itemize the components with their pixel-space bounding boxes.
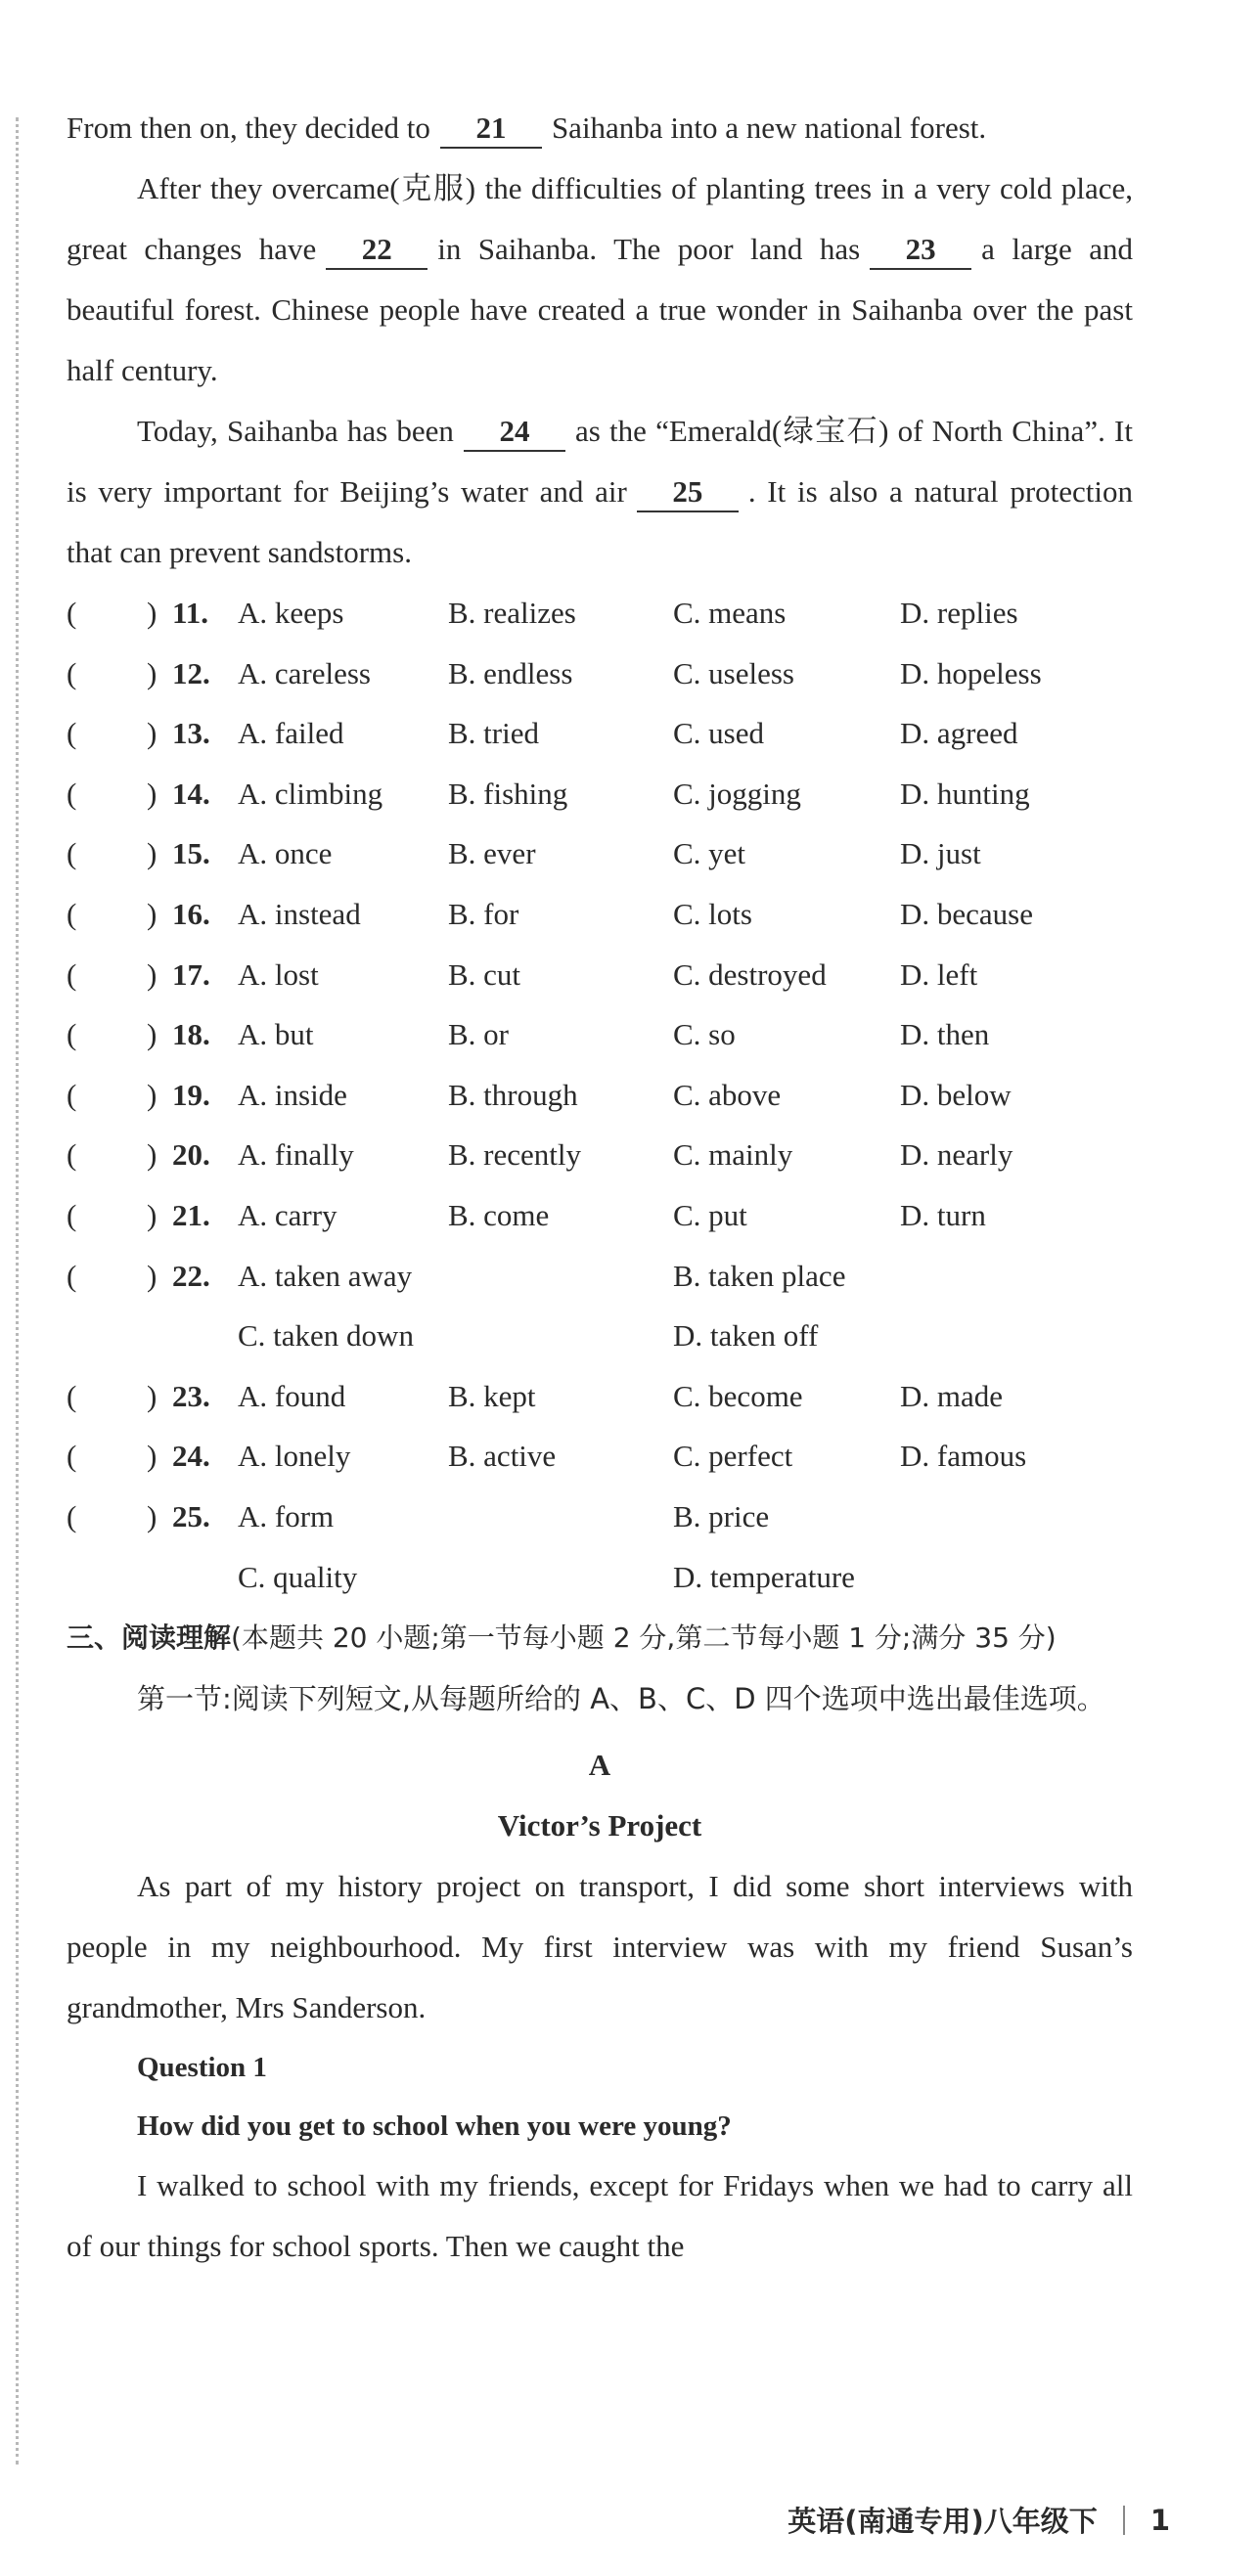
option-c: C. become xyxy=(673,1378,803,1413)
answer-paren-close: ) xyxy=(147,1077,158,1112)
question-1-label: Question 1 xyxy=(137,2052,267,2084)
passage-text: After they overcame(克服) the difficulties of planting trees in a very cold place, great changes have xyxy=(67,171,1133,266)
answer-paren-close: ) xyxy=(147,1197,158,1232)
passage-text: Today, Saihanba has been xyxy=(137,414,454,448)
answer-paren-close: ) xyxy=(147,1017,158,1052)
question-1-text: How did you get to school when you were young? xyxy=(137,2110,732,2143)
question-number: 19. xyxy=(172,1077,210,1112)
section-note: (本题共 20 小题;第一节每小题 2 分,第二节每小题 1 分;满分 35 分) xyxy=(231,1621,1057,1655)
question-row xyxy=(67,1125,1133,1185)
page-content xyxy=(67,98,1133,2277)
answer-paren-open[interactable]: ( xyxy=(67,1439,77,1474)
option-c: C. above xyxy=(673,1077,782,1112)
option-b: B. through xyxy=(448,1077,578,1112)
question-number: 20. xyxy=(172,1137,210,1173)
option-b: B. ever xyxy=(448,836,536,871)
question-number: 16. xyxy=(172,896,210,931)
option-c: C. taken down xyxy=(238,1318,414,1354)
option-d: D. left xyxy=(900,956,978,992)
option-d: D. temperature xyxy=(673,1559,855,1594)
question-row xyxy=(67,1246,1133,1307)
option-a: A. instead xyxy=(238,896,361,931)
answer-paren-close: ) xyxy=(147,716,158,751)
option-d: D. made xyxy=(900,1378,1004,1413)
question-number: 14. xyxy=(172,776,210,811)
section-3-heading xyxy=(67,1607,1133,1668)
option-b: B. come xyxy=(448,1197,550,1232)
option-d: D. replies xyxy=(900,596,1018,630)
question-number: 23. xyxy=(172,1378,210,1413)
answer-paren-open[interactable]: ( xyxy=(67,1197,77,1232)
question-row xyxy=(67,945,1133,1005)
answer-paren-open[interactable]: ( xyxy=(67,1498,77,1533)
answer-paren-open[interactable]: ( xyxy=(67,836,77,871)
option-c: C. put xyxy=(673,1197,747,1232)
option-a: A. inside xyxy=(238,1077,347,1112)
question-number: 12. xyxy=(172,655,210,690)
option-a: A. found xyxy=(238,1378,346,1413)
reading-intro: As part of my history project on transport, I did some short interviews with people in my neighbourhood. My first interview was with my friend Susan’s grandmother, Mrs Sanderson. xyxy=(67,1869,1133,2025)
page-footer xyxy=(788,2500,1170,2540)
option-a: A. lonely xyxy=(238,1439,351,1474)
option-b: B. or xyxy=(448,1017,509,1052)
passage-text: From then on, they decided to xyxy=(67,111,430,145)
option-a: A. once xyxy=(238,836,333,871)
question-number: 22. xyxy=(172,1258,210,1293)
answer-paren-open[interactable]: ( xyxy=(67,956,77,992)
passage-text: . It is also a natural protection that can prevent sandstorms. xyxy=(67,474,1134,569)
question-number: 15. xyxy=(172,836,210,871)
answer-paren-open[interactable]: ( xyxy=(67,1017,77,1052)
option-c: C. mainly xyxy=(673,1137,793,1173)
question-number: 21. xyxy=(172,1197,210,1232)
answer-paren-open[interactable]: ( xyxy=(67,1077,77,1112)
option-d: D. hopeless xyxy=(900,655,1042,690)
option-a: A. climbing xyxy=(238,776,383,811)
option-c: C. destroyed xyxy=(673,956,827,992)
page-number: 1 xyxy=(1149,2503,1170,2537)
option-c: C. lots xyxy=(673,896,752,931)
footer-divider xyxy=(1123,2506,1125,2535)
reading-title: Victor’s Project xyxy=(497,1808,702,1843)
option-b: B. cut xyxy=(448,956,521,992)
answer-paren-open[interactable]: ( xyxy=(67,716,77,751)
passage-text: Saihanba into a new national forest. xyxy=(551,111,987,145)
option-a: A. but xyxy=(238,1017,314,1052)
option-d: D. just xyxy=(900,836,981,871)
option-d: D. famous xyxy=(900,1439,1027,1474)
answer-paren-close: ) xyxy=(147,1439,158,1474)
question-row-continued xyxy=(67,1306,1133,1366)
blank-21: 21 xyxy=(440,110,542,149)
answer-paren-close: ) xyxy=(147,1498,158,1533)
option-d: D. taken off xyxy=(673,1318,819,1354)
option-b: B. fishing xyxy=(448,776,568,811)
option-a: A. taken away xyxy=(238,1258,413,1293)
answer-paren-close: ) xyxy=(147,896,158,931)
reading-letter: A xyxy=(588,1748,611,1783)
passage-paragraph-2 xyxy=(67,158,1133,401)
question-row xyxy=(67,583,1133,644)
answer-paren-open[interactable]: ( xyxy=(67,1137,77,1173)
option-b: B. kept xyxy=(448,1378,536,1413)
answer-paren-open[interactable]: ( xyxy=(67,596,77,630)
question-row xyxy=(67,823,1133,884)
option-a: A. failed xyxy=(238,716,344,751)
answer-paren-open[interactable]: ( xyxy=(67,776,77,811)
question-row xyxy=(67,1004,1133,1065)
blank-25: 25 xyxy=(637,473,739,512)
question-row-continued xyxy=(67,1547,1133,1608)
question-number: 13. xyxy=(172,716,210,751)
blank-24: 24 xyxy=(464,413,565,452)
option-d: D. then xyxy=(900,1017,990,1052)
answer-paren-close: ) xyxy=(147,1258,158,1293)
answer-paren-close: ) xyxy=(147,1378,158,1413)
option-b: B. endless xyxy=(448,655,573,690)
option-c: C. useless xyxy=(673,655,794,690)
answer-paren-close: ) xyxy=(147,956,158,992)
answer-paren-open[interactable]: ( xyxy=(67,1378,77,1413)
answer-paren-close: ) xyxy=(147,596,158,630)
question-number: 24. xyxy=(172,1439,210,1474)
question-number: 25. xyxy=(172,1498,210,1533)
option-a: A. finally xyxy=(238,1137,354,1173)
answer-paren-open[interactable]: ( xyxy=(67,655,77,690)
passage-text: as the “Emerald(绿宝石) of North China”. It is very important for Beijing’s water and air xyxy=(67,414,1133,509)
section-title: 三、阅读理解 xyxy=(67,1621,232,1655)
passage-text: a large and beautiful forest. Chinese people have created a true wonder in Saihanba over the past half century. xyxy=(67,232,1133,387)
option-b: B. active xyxy=(448,1439,557,1474)
option-d: D. because xyxy=(900,896,1033,931)
option-b: B. realizes xyxy=(448,596,576,630)
option-d: D. hunting xyxy=(900,776,1030,811)
option-b: B. for xyxy=(448,896,519,931)
answer-paren-close: ) xyxy=(147,776,158,811)
answer-paren-close: ) xyxy=(147,1137,158,1173)
option-c: C. yet xyxy=(673,836,746,871)
question-row xyxy=(67,1426,1133,1487)
question-1-answer: I walked to school with my friends, except for Fridays when we had to carry all of our things for school sports. Then we caught the xyxy=(67,2168,1133,2264)
answer-paren-close: ) xyxy=(147,836,158,871)
option-c: C. perfect xyxy=(673,1439,793,1474)
binding-margin-line xyxy=(16,117,19,2465)
option-a: A. form xyxy=(238,1498,335,1533)
footer-subject: 英语(南通专用)八年级下 xyxy=(788,2505,1098,2538)
answer-paren-close: ) xyxy=(147,655,158,690)
option-a: A. careless xyxy=(238,655,371,690)
question-row xyxy=(67,1366,1133,1427)
question-list xyxy=(67,583,1133,1607)
option-d: D. nearly xyxy=(900,1137,1013,1173)
option-b: B. tried xyxy=(448,716,539,751)
answer-paren-open[interactable]: ( xyxy=(67,896,77,931)
passage-text: in Saihanba. The poor land has xyxy=(437,232,861,266)
option-a: A. carry xyxy=(238,1197,338,1232)
question-row xyxy=(67,884,1133,945)
question-number: 11. xyxy=(172,596,209,630)
option-c: C. means xyxy=(673,596,787,630)
question-row xyxy=(67,1065,1133,1126)
question-number: 18. xyxy=(172,1017,210,1052)
option-c: C. used xyxy=(673,716,764,751)
question-row xyxy=(67,764,1133,824)
blank-23: 23 xyxy=(870,231,971,270)
question-row xyxy=(67,1185,1133,1246)
option-d: D. below xyxy=(900,1077,1012,1112)
option-a: A. lost xyxy=(238,956,319,992)
option-c: C. so xyxy=(673,1017,736,1052)
option-b: B. price xyxy=(673,1498,770,1533)
blank-22: 22 xyxy=(326,231,428,270)
option-a: A. keeps xyxy=(238,596,344,630)
question-number: 17. xyxy=(172,956,210,992)
question-row xyxy=(67,703,1133,764)
option-b: B. recently xyxy=(448,1137,582,1173)
section-3-part-1: 第一节:阅读下列短文,从每题所给的 A、B、C、D 四个选项中选出最佳选项。 xyxy=(137,1682,1105,1716)
option-c: C. jogging xyxy=(673,776,801,811)
option-d: D. agreed xyxy=(900,716,1018,751)
option-c: C. quality xyxy=(238,1559,358,1594)
option-b: B. taken place xyxy=(673,1258,846,1293)
answer-paren-open[interactable]: ( xyxy=(67,1258,77,1293)
option-d: D. turn xyxy=(900,1197,986,1232)
question-row xyxy=(67,644,1133,704)
passage-paragraph-1 xyxy=(67,98,1133,158)
question-row xyxy=(67,1487,1133,1547)
passage-paragraph-3 xyxy=(67,401,1133,583)
